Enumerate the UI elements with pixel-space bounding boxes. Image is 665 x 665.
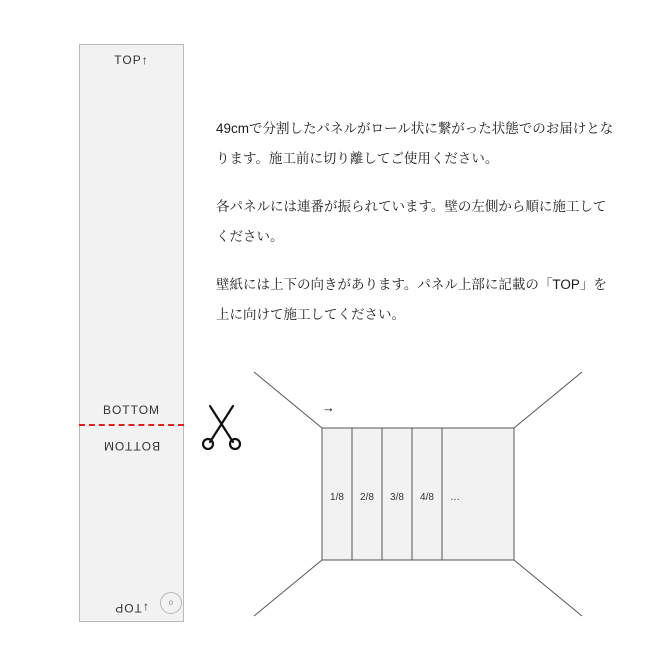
- roll-top-label: TOP↑: [114, 53, 149, 67]
- wallpaper-roll-panel: [79, 44, 184, 622]
- panel-number-rest: …: [450, 492, 460, 503]
- direction-arrow-icon: →: [322, 400, 335, 415]
- instruction-paragraph-2: 各パネルには連番が振られています。壁の左側から順に施工してください。: [216, 199, 607, 244]
- scissors-icon: [200, 400, 246, 450]
- instruction-text-block: [216, 114, 616, 330]
- roll-end-marker: o: [160, 592, 182, 614]
- roll-top-label-flipped: ↓TOP: [114, 601, 149, 615]
- panel-number-3: 3/8: [390, 492, 404, 503]
- instruction-paragraph-1: 49cmで分割したパネルがロール状に繋がった状態でのお届けとなります。施工前に切り離してご使用ください。: [216, 121, 614, 166]
- panel-number-1: 1/8: [330, 492, 344, 503]
- panel-number-2: 2/8: [360, 492, 374, 503]
- roll-bottom-label-flipped: BOTTOM: [102, 439, 161, 453]
- roll-bottom-label: BOTTOM: [102, 403, 161, 417]
- cut-line: [79, 424, 184, 426]
- instruction-paragraph-3: 壁紙には上下の向きがあります。パネル上部に記載の「TOP」を上に向けて施工してください。: [216, 277, 607, 322]
- panel-number-4: 4/8: [420, 492, 434, 503]
- room-installation-diagram: [252, 368, 602, 620]
- wall-panels: [322, 428, 514, 560]
